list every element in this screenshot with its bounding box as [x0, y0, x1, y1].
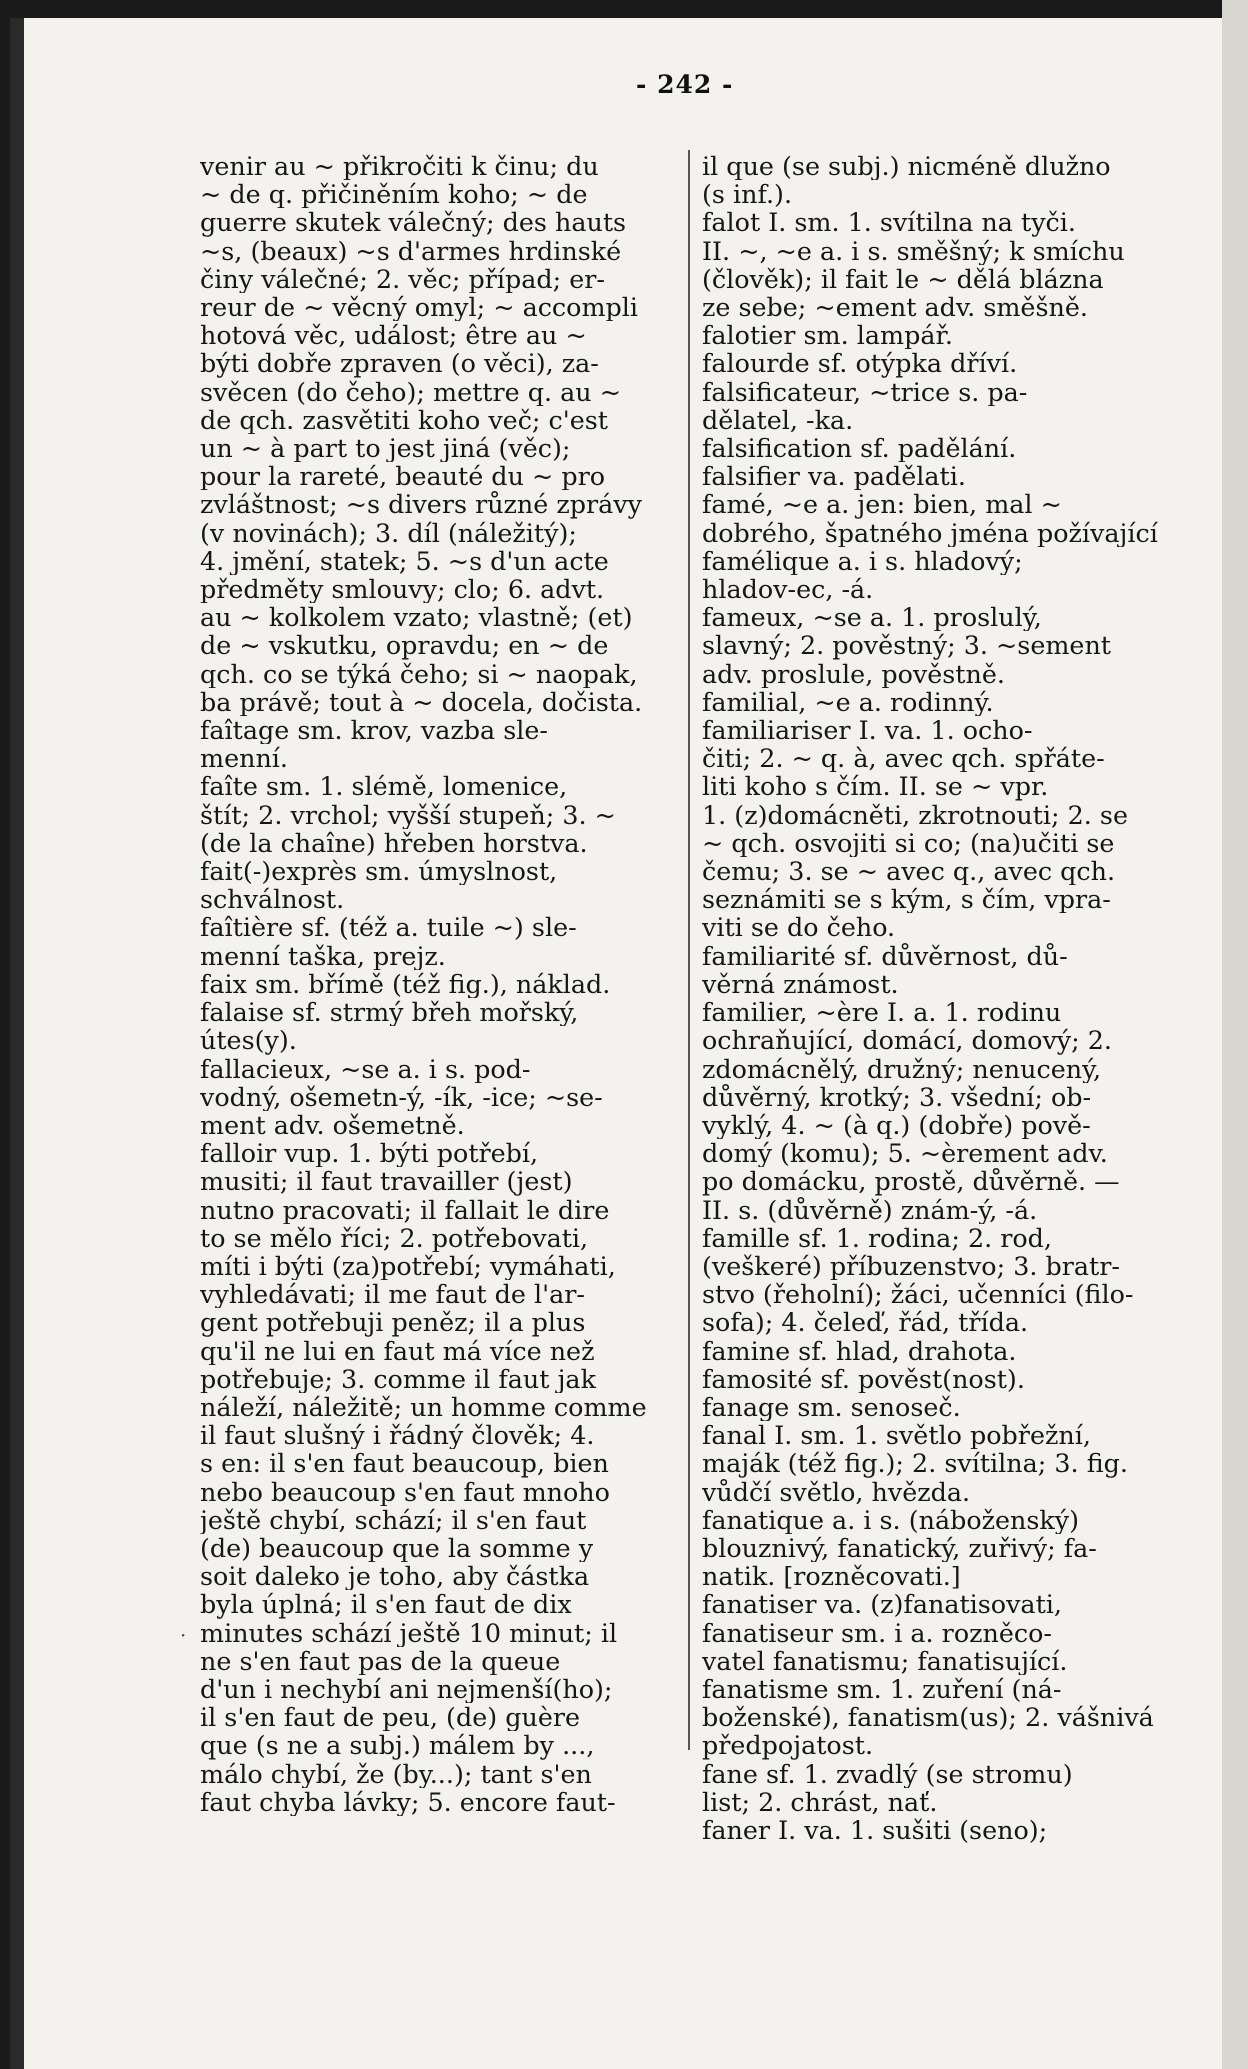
text-line: dělatel, -ka. — [702, 405, 854, 435]
text-line: fanatiser va. (z)fanatisovati, — [702, 1590, 1062, 1619]
text-line: ze sebe; ~ement adv. směšně. — [702, 293, 1088, 322]
text-line: musiti; il faut travailler (jest) — [200, 1167, 573, 1196]
text-line: menní. — [200, 744, 288, 773]
text-line: (s inf.). — [702, 180, 793, 209]
text-line: familier, ~ère I. a. 1. rodinu — [702, 998, 1062, 1027]
text-line: potřebuje; 3. comme il faut jak — [200, 1364, 596, 1393]
text-line: po domácku, prostě, důvěrně. — — [702, 1167, 1120, 1196]
text-line: (člověk); il fait le ~ dělá blázna — [702, 264, 1104, 294]
text-line: de ~ vskutku, opravdu; en ~ de — [200, 631, 609, 660]
text-line: fanage sm. senoseč. — [702, 1392, 961, 1422]
text-line: falourde sf. otýpka dříví. — [702, 349, 1018, 378]
text-line: málo chybí, že (by...); tant s'en — [200, 1759, 592, 1788]
text-line: reur de ~ věcný omyl; ~ accompli — [200, 293, 639, 322]
text-line: slavný; 2. pověstný; 3. ~sement — [702, 631, 1112, 660]
text-line: guerre skutek válečný; des hauts — [200, 208, 627, 237]
text-line: zdomácnělý, družný; nenucený, — [702, 1054, 1102, 1083]
text-line: vatel fanatismu; fanatisující. — [702, 1646, 1068, 1675]
text-line: sofa); 4. čeleď, řád, třída. — [702, 1308, 1029, 1337]
text-line: hotová věc, událost; être au ~ — [200, 321, 587, 350]
text-line: falotier sm. lampář. — [702, 321, 953, 350]
text-line: míti i býti (za)potřebí; vymáhati, — [200, 1251, 616, 1281]
text-line: čiti; 2. ~ q. à, avec qch. spřáte- — [702, 744, 1105, 773]
text-line: falsifier va. padělati. — [702, 462, 966, 491]
text-line: venir au ~ přikročiti k činu; du — [200, 152, 599, 181]
text-line: familiariser I. va. 1. ocho- — [702, 716, 1033, 745]
text-line: fanal I. sm. 1. světlo pobřežní, — [702, 1421, 1091, 1450]
text-line: 1. (z)domácněti, zkrotnouti; 2. se — [702, 800, 1128, 829]
text-line: il faut slušný i řádný člověk; 4. — [200, 1421, 595, 1450]
column-divider — [688, 150, 690, 1750]
text-line: minutes schází ještě 10 minut; il — [200, 1618, 618, 1647]
text-line: famosité sf. pověst(nost). — [702, 1364, 1025, 1393]
page-edge — [1222, 0, 1248, 2069]
text-line: fane sf. 1. zvadlý (se stromu) — [702, 1759, 1073, 1788]
text-line: falot I. sm. 1. svítilna na tyči. — [702, 208, 1076, 237]
text-line: falsification sf. padělání. — [702, 434, 1017, 463]
text-line: ne s'en faut pas de la queue — [200, 1646, 561, 1675]
text-line: viti se do čeho. — [702, 913, 896, 942]
text-line: II. ~, ~e a. i s. směšný; k smíchu — [702, 236, 1125, 265]
text-line: d'un i nechybí ani nejmenší(ho); — [200, 1674, 613, 1704]
text-line: fanatisme sm. 1. zuření (ná- — [702, 1674, 1062, 1704]
text-line: famé, ~e a. jen: bien, mal ~ — [702, 490, 1062, 519]
text-line: famille sf. 1. rodina; 2. rod, — [702, 1223, 1052, 1252]
text-line: štít; 2. vrchol; vyšší stupeň; 3. ~ — [200, 800, 616, 829]
text-line: fanatiseur sm. i a. rozněco- — [702, 1618, 1052, 1647]
text-line: pour la rareté, beauté du ~ pro — [200, 462, 606, 491]
text-line: familial, ~e a. rodinný. — [702, 687, 994, 717]
text-line: blouznivý, fanatický, zuřivý; fa- — [702, 1533, 1097, 1563]
text-line: náleží, náležitě; un homme comme — [200, 1392, 647, 1422]
text-line: gent potřebuji peněz; il a plus — [200, 1308, 586, 1337]
text-line: liti koho s čím. II. se ~ vpr. — [702, 772, 1049, 801]
text-line: qu'il ne lui en faut má více než — [200, 1336, 595, 1365]
text-line: čemu; 3. se ~ avec q., avec qch. — [702, 857, 1116, 886]
right-column — [702, 152, 1178, 1844]
text-line: ba právě; tout à ~ docela, dočista. — [200, 687, 643, 717]
text-line: to se mělo říci; 2. potřebovati, — [200, 1223, 589, 1252]
text-line: falloir vup. 1. býti potřebí, — [200, 1139, 539, 1168]
text-line: ~ qch. osvojiti si co; (na)učiti se — [702, 828, 1115, 858]
text-line: fait(-)exprès sm. úmyslnost, — [200, 857, 558, 886]
text-line: seznámiti se s kým, s čím, vpra- — [702, 885, 1111, 914]
text-line: maják (též fig.); 2. svítilna; 3. fig. — [702, 1449, 1128, 1478]
text-line: un ~ à part to jest jiná (věc); — [200, 434, 571, 463]
text-line: ještě chybí, schází; il s'en faut — [200, 1505, 587, 1534]
text-line: nebo beaucoup s'en faut mnoho — [200, 1477, 610, 1506]
text-line: (de la chaîne) hřeben horstva. — [200, 828, 588, 858]
text-line: famine sf. hlad, drahota. — [702, 1336, 1017, 1365]
text-line: (veškeré) příbuzenstvo; 3. bratr- — [702, 1251, 1120, 1281]
text-line: au ~ kolkolem vzato; vlastně; (et) — [200, 603, 633, 632]
text-line: II. s. (důvěrně) znám-ý, -á. — [702, 1195, 1038, 1224]
text-line: domý (komu); 5. ~èrement adv. — [702, 1139, 1108, 1168]
text-line: faner I. va. 1. sušiti (seno); — [702, 1815, 1048, 1845]
text-line: faîte sm. 1. slémě, lomenice, — [200, 772, 568, 801]
text-line: faîtage sm. krov, vazba sle- — [200, 716, 548, 745]
text-line: falaise sf. strmý břeh mořský, — [200, 998, 579, 1027]
text-line: ment adv. ošemetně. — [200, 1110, 465, 1140]
text-line: ~s, (beaux) ~s d'armes hrdinské — [200, 236, 622, 265]
text-line: s en: il s'en faut beaucoup, bien — [200, 1449, 609, 1478]
text-line: fallacieux, ~se a. i s. pod- — [200, 1054, 531, 1083]
text-line: fameux, ~se a. 1. proslulý, — [702, 603, 1042, 632]
text-line: schválnost. — [200, 885, 345, 914]
text-line: vyhledávati; il me faut de l'ar- — [200, 1280, 585, 1309]
text-line: věrná známost. — [702, 969, 899, 999]
text-line: činy válečné; 2. věc; případ; er- — [200, 264, 605, 294]
text-line: býti dobře zpraven (o věci), za- — [200, 349, 599, 378]
text-line: útes(y). — [200, 1026, 297, 1055]
text-line: ~ de q. přičiněním koho; ~ de — [200, 180, 588, 209]
text-line: que (s ne a subj.) málem by ..., — [200, 1731, 595, 1760]
text-line: faîtière sf. (též a. tuile ~) sle- — [200, 913, 577, 942]
text-line: boženské), fanatism(us); 2. vášnivá — [702, 1703, 1154, 1732]
text-line: de qch. zasvětiti koho več; c'est — [200, 405, 609, 435]
text-line: famélique a. i s. hladový; — [702, 546, 1023, 576]
text-line: nutno pracovati; il fallait le dire — [200, 1195, 610, 1224]
text-line: 4. jmění, statek; 5. ~s d'un acte — [200, 546, 609, 576]
text-line: byla úplná; il s'en faut de dix — [200, 1590, 572, 1619]
text-line: faix sm. břímě (též fig.), náklad. — [200, 969, 611, 999]
text-line: (de) beaucoup que la somme y — [200, 1533, 594, 1563]
text-line: faut chyba lávky; 5. encore faut- — [200, 1787, 616, 1816]
text-line: qch. co se týká čeho; si ~ naopak, — [200, 659, 638, 688]
text-line: natik. [rozněcovati.] — [702, 1562, 961, 1591]
text-line: ochraňující, domácí, domový; 2. — [702, 1026, 1112, 1055]
text-line: adv. proslule, pověstně. — [702, 659, 1005, 688]
text-line: falsificateur, ~trice s. pa- — [702, 377, 1028, 406]
text-line: soit daleko je toho, aby částka — [200, 1562, 590, 1591]
text-line: vyklý, 4. ~ (à q.) (dobře) pově- — [702, 1110, 1091, 1140]
text-line: familiarité sf. důvěrnost, dů- — [702, 941, 1068, 970]
page-number: - 242 - — [636, 70, 734, 99]
text-line: fanatique a. i s. (náboženský) — [702, 1505, 1080, 1534]
text-line: (v novinách); 3. díl (náležitý); — [200, 518, 577, 547]
text-line: vůdčí světlo, hvězda. — [702, 1477, 971, 1506]
text-line: il s'en faut de peu, (de) guère — [200, 1703, 581, 1732]
text-line: předměty smlouvy; clo; 6. advt. — [200, 575, 605, 604]
text-line: stvo (řeholní); žáci, učenníci (filo- — [702, 1280, 1134, 1309]
text-line: předpojatost. — [702, 1731, 874, 1760]
text-line: il que (se subj.) nicméně dlužno — [702, 152, 1111, 181]
margin-mark: · — [180, 1623, 187, 1647]
text-line: list; 2. chrást, nať. — [702, 1787, 938, 1816]
text-line: vodný, ošemetn-ý, -ík, -ice; ~se- — [200, 1082, 603, 1111]
text-line: menní taška, prejz. — [200, 941, 446, 970]
text-line: svěcen (do čeho); mettre q. au ~ — [200, 377, 621, 406]
text-line: zvláštnost; ~s divers různé zprávy — [200, 490, 642, 519]
left-column — [200, 152, 680, 1816]
text-line: dobrého, špatného jména požívající — [702, 518, 1158, 547]
text-line: důvěrný, krotký; 3. všední; ob- — [702, 1082, 1092, 1111]
text-line: hladov-ec, -á. — [702, 575, 874, 604]
